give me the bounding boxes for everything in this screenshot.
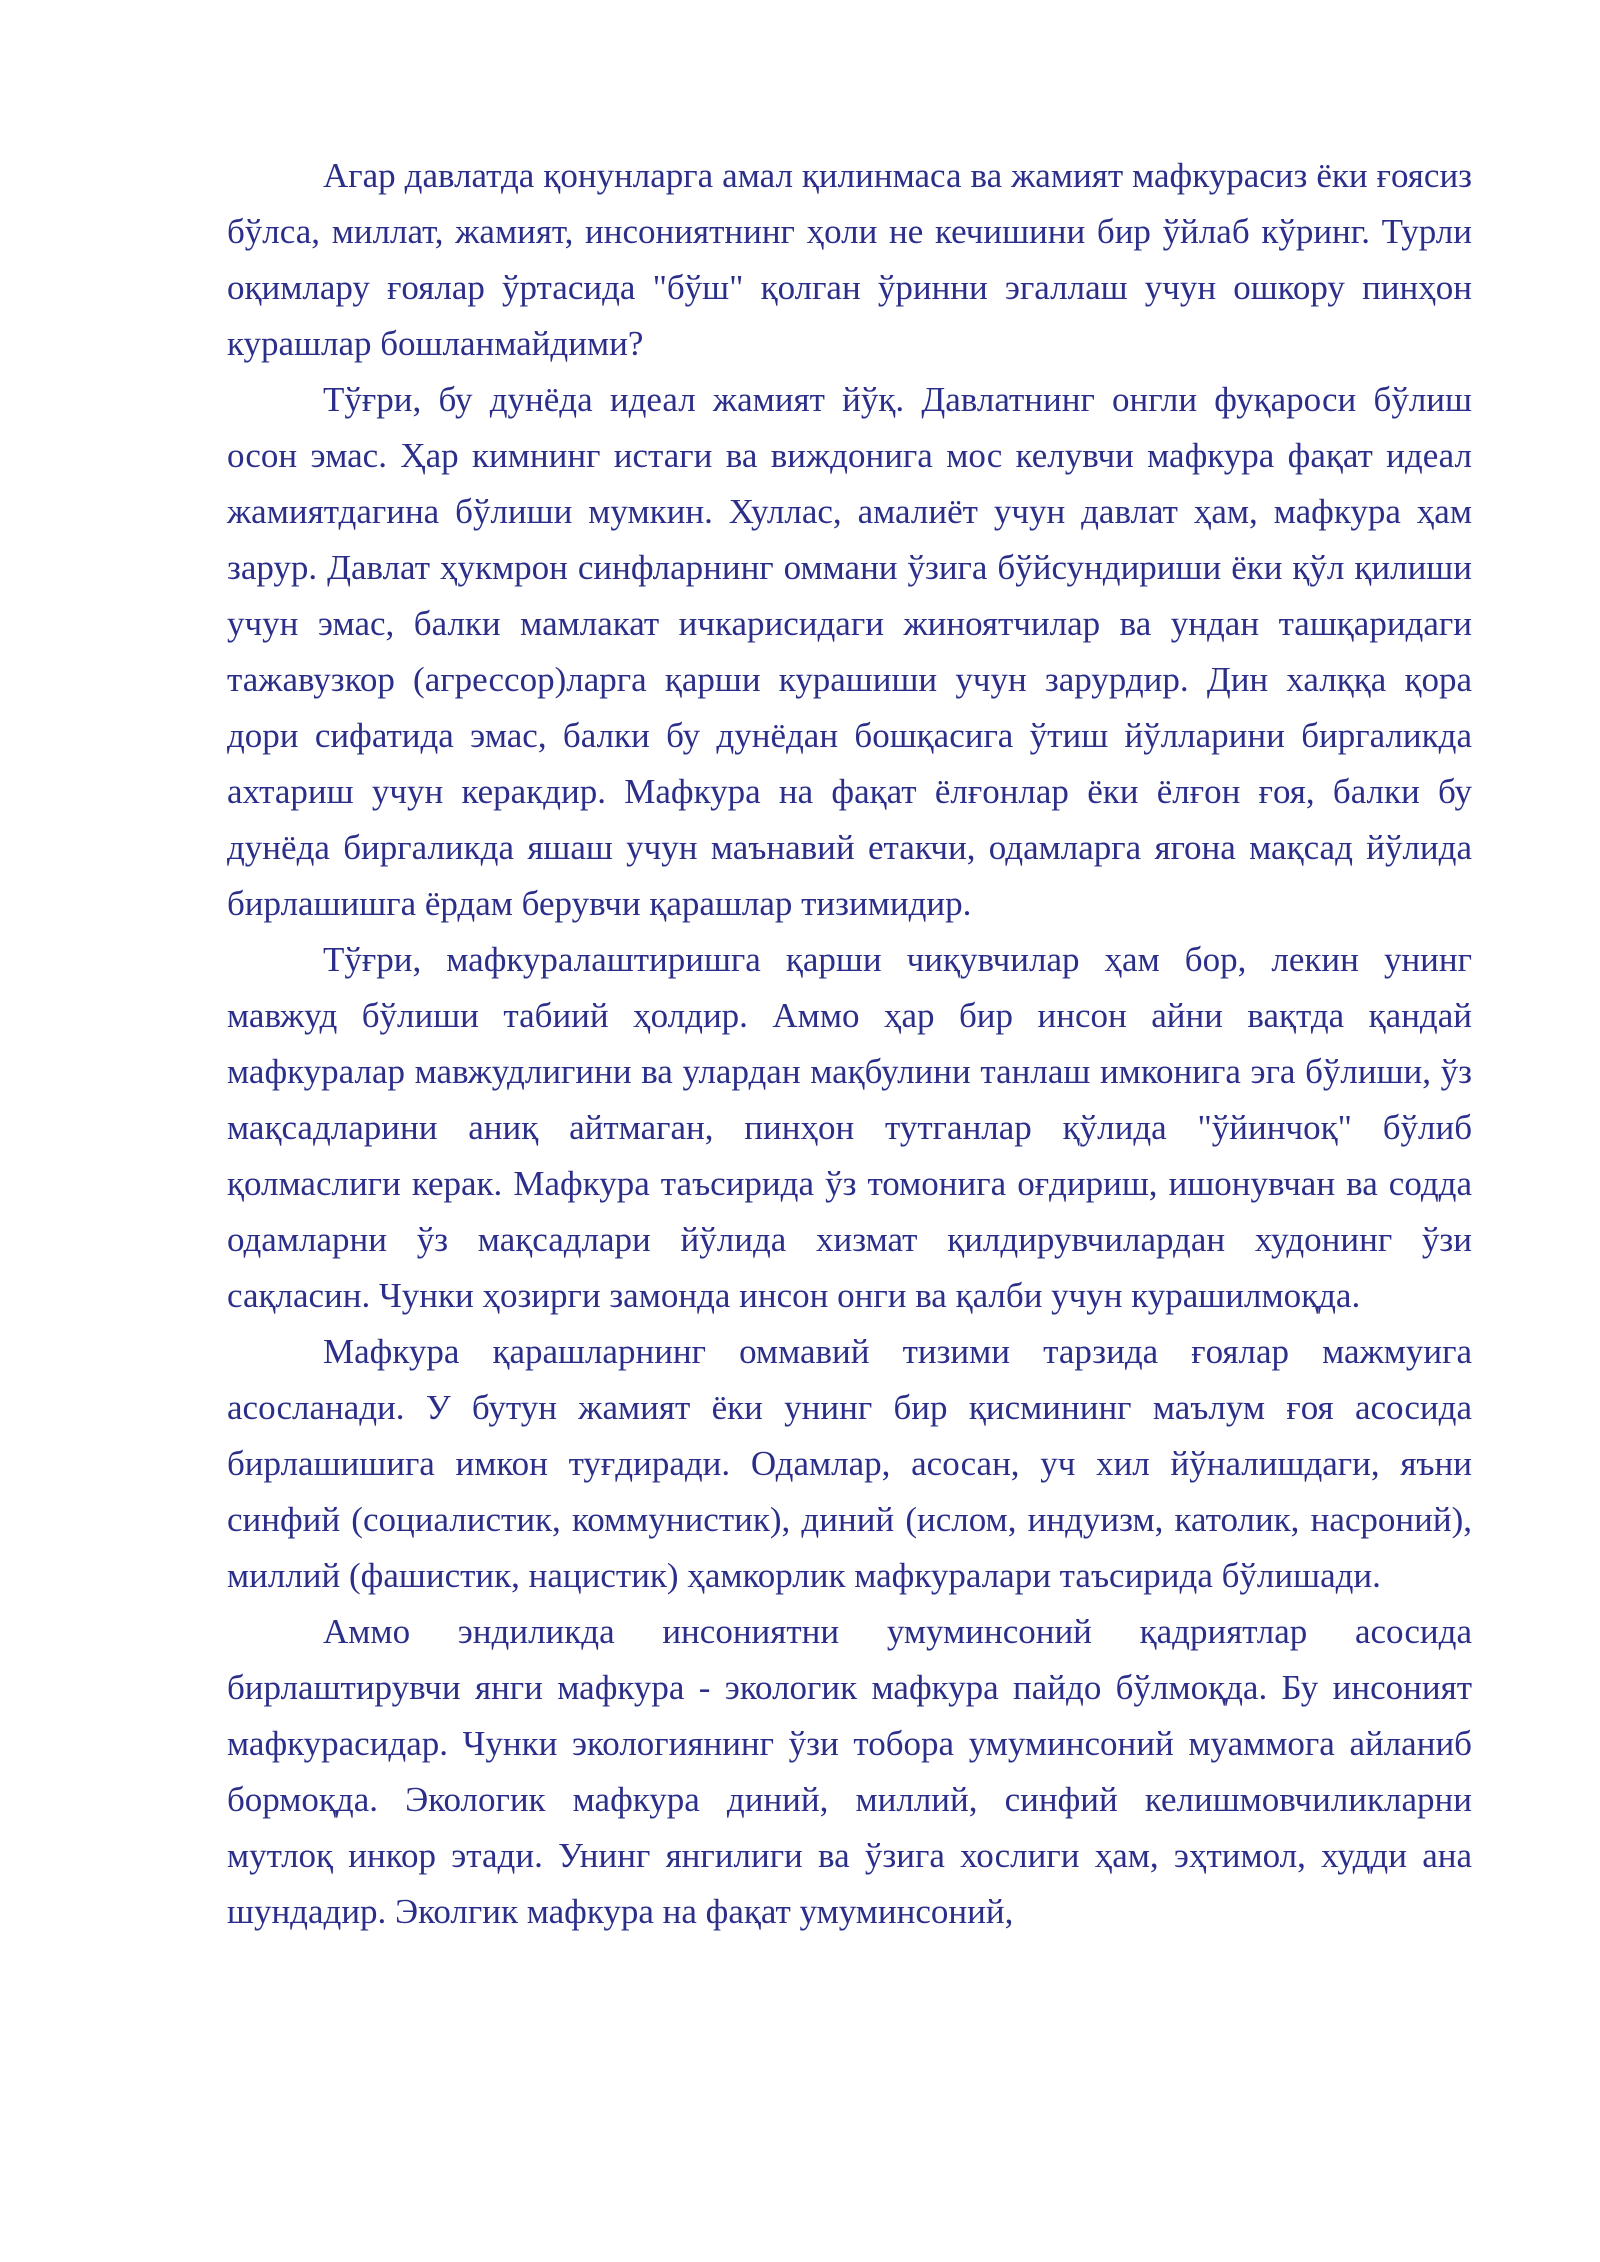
paragraph-1: Агар давлатда қонунларга амал қилинмаса ва жамият мафкурасиз ёки ғоясиз бўлса, миллат, жамият, инсониятнинг ҳоли не кечишини бир ўйлаб кўринг. Турли оқимлару ғоялар ўртасида "бўш" қолган ўринни эгаллаш учун ошкору пинҳон курашлар бошланмайдими? [227,156,1472,363]
paragraph-2: Тўғри, бу дунёда идеал жамият йўқ. Давлатнинг онгли фуқароси бўлиш осон эмас. Ҳар кимнинг истаги ва виждонига мос келувчи мафкура фақат идеал жамиятдагина бўлиши мумкин. Хуллас, амалиёт учун давлат ҳам, мафкура ҳам зарур. Давлат ҳукмрон синфларнинг оммани ўзига бўйсундириши ёки қўл қилиши учун эмас, балки мамлакат ичкарисидаги жиноятчилар ва ундан ташқаридаги тажавузкор (агрессор)ларга қарши курашиши учун зарурдир. Дин халққа қора дори сифатида эмас, балки бу дунёдан бошқасига ўтиш йўлларини биргаликда ахтариш учун керакдир. Мафкура на фақат ёлғонлар ёки ёлғон ғоя, балки бу дунёда биргаликда яшаш учун маънавий етакчи, одамларга ягона мақсад йўлида бирлашишга ёрдам берувчи қарашлар тизимидир. [227,380,1472,923]
paragraph-3: Тўғри, мафкуралаштиришга қарши чиқувчилар ҳам бор, лекин унинг мавжуд бўлиши табиий ҳолдир. Аммо ҳар бир инсон айни вақтда қандай мафкуралар мавжудлигини ва улардан мақбулини танлаш имконига эга бўлиши, ўз мақсадларини аниқ айтмаган, пинҳон тутганлар қўлида "ўйинчоқ" бўлиб қолмаслиги керак. Мафкура таъсирида ўз томонига оғдириш, ишонувчан ва содда одамларни ўз мақсадлари йўлида хизмат қилдирувчилардан худонинг ўзи сақласин. Чунки ҳозирги замонда инсон онги ва қалби учун курашилмоқда. [227,940,1472,1315]
body-text [227,148,1472,1940]
paragraph-5: Аммо эндиликда инсониятни умуминсоний қадриятлар асосида бирлаштирувчи янги мафкура - экологик мафкура пайдо бўлмоқда. Бу инсоният мафкурасидар. Чунки экологиянинг ўзи тобора умуминсоний муаммога айланиб бормоқда. Экологик мафкура диний, миллий, синфий келишмовчиликларни мутлоқ инкор этади. Унинг янгилиги ва ўзига хослиги ҳам, эҳтимол, худди ана шундадир. Эколгик мафкура на фақат умуминсоний, [227,1612,1472,1931]
paragraph-4: Мафкура қарашларнинг оммавий тизими тарзида ғоялар мажмуига асосланади. У бутун жамият ёки унинг бир қисмининг маълум ғоя асосида бирлашишига имкон туғдиради. Одамлар, асосан, уч хил йўналишдаги, яъни синфий (социалистик, коммунистик), диний (ислом, индуизм, католик, насроний), миллий (фашистик, нацистик) ҳамкорлик мафкуралари таъсирида бўлишади. [227,1332,1472,1595]
